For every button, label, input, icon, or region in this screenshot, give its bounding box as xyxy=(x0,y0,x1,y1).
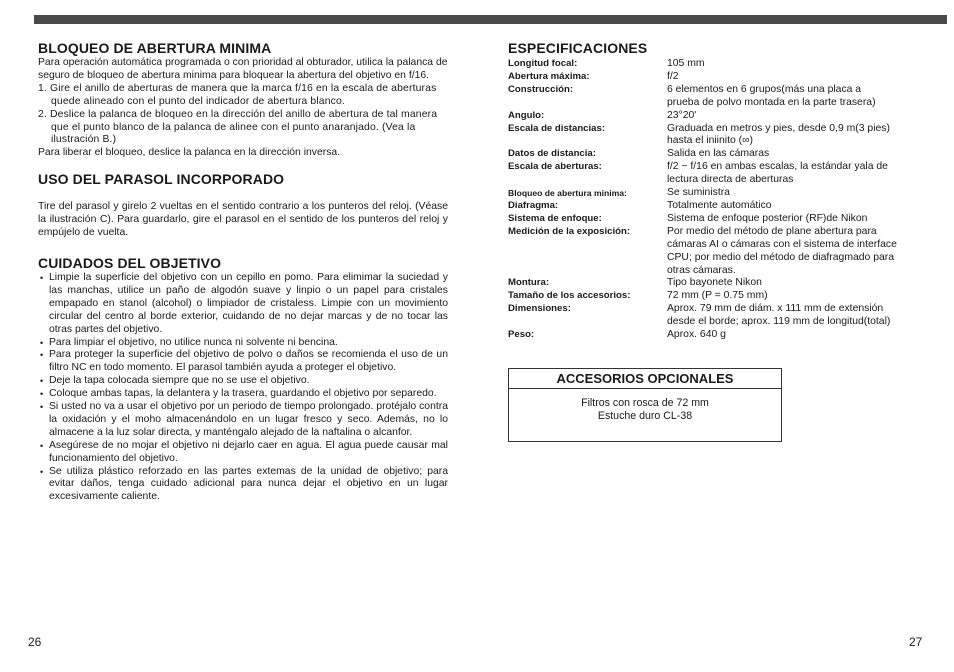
spec-label: Diafragma: xyxy=(508,199,559,211)
spec-row xyxy=(508,277,923,290)
spec-label: Escala de distancias: xyxy=(508,122,606,134)
spec-row xyxy=(508,316,923,329)
lens-hood-text: Tire del parasol y girelo 2 vueltas en el sentido contrario a los punteros del reloj. (Véase la ilustración C). Para guardarlo, gire el parasol en el sentido de los punteros del reloj y empújelo de vuelta. xyxy=(38,201,448,239)
section-title-lens-hood: USO DEL PARASOL INCORPORADO xyxy=(38,171,285,188)
care-bullet: • Para proteger la superficie del objetivo de polvo o daños se recomienda el uso de un filtro NC en todo momento. El parasol también ayuda a proteger el objetivo. xyxy=(38,349,448,375)
section-title-lens-care: CUIDADOS DEL OBJETIVO xyxy=(38,254,222,271)
spec-row xyxy=(508,200,923,213)
spec-row xyxy=(508,329,923,342)
care-bullet: • Deje la tapa colocada siempre que no se use el objetivo. xyxy=(38,375,448,388)
care-bullet: • Asegúrese de no mojar el objetivo ni dejarlo caer en agua. El agua puede causar mal funcionamiento del objetivo. xyxy=(38,440,448,466)
spec-row xyxy=(508,187,923,200)
spec-row xyxy=(508,174,923,187)
spec-row xyxy=(508,148,923,161)
care-bullet: • Limpie la superficie del objetivo con un cepillo en pomo. Para elimimar la suciedad y las manchas, utilice un paño de algodón suave y linpio o un papel para cristales empapado en stanol (alcohol) o limpiador de cristaless. Limpie con un movimiento circular del centro al borde exterior, cuidando de no dejar marcas y de no tocar las otras partes del objetivo. xyxy=(38,272,448,337)
step-item: 1. Gire el anillo de aberturas de manera que la marca f/16 en la escala de aberturas quede alineado con el punto del indicador de abertura blanco. xyxy=(38,82,437,107)
spec-label: Longitud focal: xyxy=(508,58,578,69)
spec-label xyxy=(508,316,667,329)
spec-row xyxy=(508,97,923,110)
spec-label: Dimensiones: xyxy=(508,303,571,315)
spec-label: Construcción: xyxy=(508,83,574,95)
page-number-right: 27 xyxy=(909,635,923,649)
care-bullet: • Si usted no va a usar el objetivo por un periodo de tiempo prolongado. protéjalo contra la oxidación y el moho almacenándolo en un lugar fresco y seco. Además, no lo almacene a la luz solar directa, y manténgalo alejado de la naftalina o alcanfor. xyxy=(38,401,448,440)
spec-value: Salida en las cámaras xyxy=(667,148,770,160)
spec-row xyxy=(508,58,923,71)
optional-accessories-box xyxy=(508,368,782,442)
spec-label xyxy=(508,252,667,265)
spec-row xyxy=(508,123,923,136)
spec-value: Aprox. 79 mm de diám. x 111 mm de extensión xyxy=(667,303,884,315)
aperture-lock-intro: Para operación automática programada o con prioridad al obturador, utilica la palanca de seguro de bloqueo de abertura minima para bloquear la abertura del objetivo en f/16. xyxy=(38,57,448,81)
spec-value: Sistema de enfoque posterior (RF)de Nikon xyxy=(667,212,868,224)
top-rule-bar xyxy=(34,15,947,24)
spec-label xyxy=(508,239,667,252)
spec-label xyxy=(508,265,667,278)
spec-label: Montura: xyxy=(508,277,550,289)
section-title-specifications: ESPECIFICACIONES xyxy=(508,40,648,56)
spec-label xyxy=(508,97,667,110)
specifications-table xyxy=(508,58,923,342)
spec-value: lectura directa de aberturas xyxy=(667,174,794,186)
spec-label: Sistema de enfoque: xyxy=(508,212,602,224)
spec-label: Medición de la exposición: xyxy=(508,225,631,237)
spec-row xyxy=(508,265,923,278)
lens-care-list xyxy=(38,272,448,504)
spec-value: 72 mm (P = 0.75 mm) xyxy=(667,290,768,302)
spec-value: CPU; por medio del método de diafragmado para xyxy=(667,251,894,263)
spec-label: Bloqueo de abertura minima: xyxy=(508,188,627,199)
spec-value: f/2 ~ f/16 en ambas escalas, la estándar yala de xyxy=(667,161,888,173)
spec-value: desde el borde; aprox. 119 mm de longitud(total) xyxy=(667,316,891,328)
spec-row xyxy=(508,239,923,252)
spec-value: Se suministra xyxy=(667,187,730,199)
spec-value: 23°20' xyxy=(667,109,697,121)
spec-row xyxy=(508,161,923,174)
spec-label: Angulo: xyxy=(508,109,545,121)
spec-value: 6 elementos en 6 grupos(más una placa a xyxy=(667,83,862,95)
spec-row xyxy=(508,71,923,84)
section-title-aperture-lock: BLOQUEO DE ABERTURA MINIMA xyxy=(38,40,272,56)
spec-label: Tamaño de los accesorios: xyxy=(508,290,631,302)
spec-row xyxy=(508,252,923,265)
right-column xyxy=(508,40,923,342)
spec-label xyxy=(508,174,667,187)
page-number-left: 26 xyxy=(28,635,42,649)
spec-value: Tipo bayonete Nikon xyxy=(667,277,762,289)
care-bullet: • Coloque ambas tapas, la delantera y la trasera, guardando el objetivo por separedo. xyxy=(38,388,448,401)
care-bullet: • Para limpiar el objetivo, no utilice nunca ni solvente ni bencina. xyxy=(38,337,448,350)
spec-value: f/2 xyxy=(667,70,679,82)
aperture-lock-outro: Para liberar el bloqueo, deslice la palanca en la dirección inversa. xyxy=(38,147,341,159)
accessories-title: ACCESORIOS OPCIONALES xyxy=(509,369,781,389)
spec-value: Aprox. 640 g xyxy=(667,329,726,341)
aperture-lock-steps xyxy=(38,83,448,148)
spec-value: Por medio del método de plane abertura para xyxy=(667,225,877,237)
spec-row xyxy=(508,135,923,148)
spec-row xyxy=(508,303,923,316)
spec-row xyxy=(508,213,923,226)
spec-value: Graduada en metros y pies, desde 0,9 m(3 pies) xyxy=(667,122,890,134)
spec-row xyxy=(508,226,923,239)
spec-row xyxy=(508,84,923,97)
accessories-list xyxy=(509,389,781,423)
spec-value: 105 mm xyxy=(667,58,705,69)
spec-value: otras cámaras. xyxy=(667,264,736,276)
accessory-item: Estuche duro CL-38 xyxy=(597,410,693,422)
spec-value: Totalmente automático xyxy=(667,199,772,211)
accessory-item: Filtros con rosca de 72 mm xyxy=(581,397,709,409)
spec-row xyxy=(508,290,923,303)
spec-value: cámaras AI o cámaras con el sistema de interface xyxy=(667,238,897,250)
spec-row xyxy=(508,110,923,123)
spec-label: Datos de distancia: xyxy=(508,148,596,160)
spec-label xyxy=(508,135,667,148)
step-item: 2. Deslice la palanca de bloqueo en la dirección del anillo de abertura de tal manera que el punto blanco de la palanca de alinee con el punto anaranjado. (Vea la ilustración B.) xyxy=(38,108,438,146)
left-column xyxy=(38,40,448,504)
care-bullet: • Se utiliza plástico reforzado en las partes extemas de la unidad de objetivo; para evitar daños, tenga cuidado adicional para nunca dejar el objetivo en un lugar excesivamente caliente. xyxy=(38,466,448,505)
spec-label: Escala de aberturas: xyxy=(508,161,602,173)
spec-label: Abertura máxima: xyxy=(508,70,590,82)
spec-label: Peso: xyxy=(508,329,535,341)
spec-value: hasta el iniinito (∞) xyxy=(667,135,753,147)
spec-value: prueba de polvo montada en la parte trasera) xyxy=(667,96,876,108)
